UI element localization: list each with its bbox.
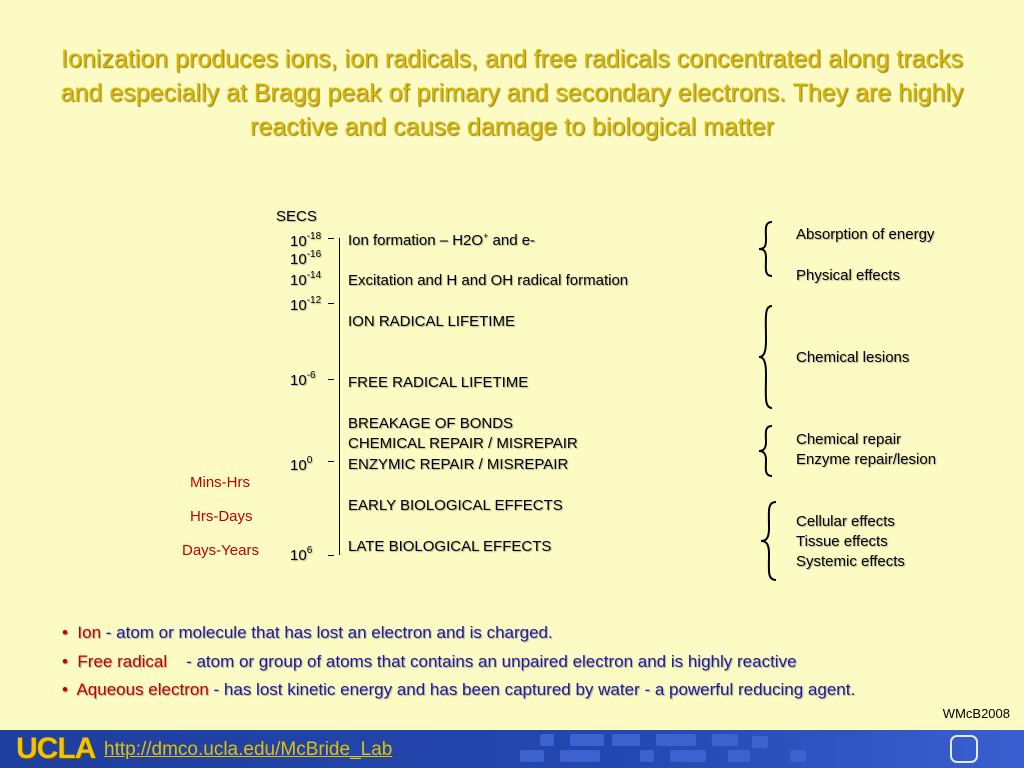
footer-decor-square — [728, 750, 750, 762]
footer-decor-square — [540, 734, 554, 746]
footer-decor-square — [612, 734, 640, 746]
author-signature: WMcB2008 — [942, 706, 1010, 721]
event-enzymic-repair: ENZYMIC REPAIR / MISREPAIR — [348, 456, 569, 473]
definition-aqueous-electron: • Aqueous electron - has lost kinetic energy and has been captured by water - a powerful reducing agent. — [62, 680, 856, 699]
effect-enzyme-repair: Enzyme repair/lesion — [796, 451, 937, 468]
event-early-biological-effects: EARLY BIOLOGICAL EFFECTS — [348, 497, 563, 514]
event-ion-radical-lifetime: ION RADICAL LIFETIME — [348, 313, 515, 330]
footer-decor-square — [640, 750, 654, 762]
time-value-1e-18: $10^{-18}$ — [290, 231, 322, 250]
footer-decor-square — [520, 750, 544, 762]
brace-biological-effects — [758, 500, 780, 582]
duration-mins-hrs: Mins-Hrs — [190, 474, 250, 491]
event-breakage-of-bonds: BREAKAGE OF BONDS — [348, 415, 514, 432]
time-value-1e-12: $10^{-12}$ — [290, 295, 322, 314]
event-chemical-repair: CHEMICAL REPAIR / MISREPAIR — [348, 435, 578, 452]
time-value-1e6: $10^6$ — [290, 545, 313, 564]
effect-physical-effects: Physical effects — [796, 267, 900, 284]
effect-chemical-lesions: Chemical lesions — [796, 349, 910, 366]
rounded-square-icon — [950, 735, 978, 763]
footer-bar — [0, 730, 1024, 768]
effect-chemical-repair: Chemical repair — [796, 431, 902, 448]
event-excitation: Excitation and H and OH radical formation — [348, 272, 629, 289]
brace-chemical-lesions — [756, 304, 776, 410]
footer-decor-square — [790, 750, 806, 762]
duration-hrs-days: Hrs-Days — [190, 508, 253, 525]
time-value-1e0: $10^0$ — [290, 455, 313, 474]
definition-ion: • Ion - atom or molecule that has lost an electron and is charged. — [62, 623, 553, 642]
definition-free-radical: • Free radical - atom or group of atoms that contains an unpaired electron and is highly reactive — [62, 652, 797, 671]
footer-decor-square — [570, 734, 604, 746]
axis-tick — [328, 238, 334, 240]
duration-days-years: Days-Years — [182, 542, 259, 559]
effect-absorption-of-energy: Absorption of energy — [796, 226, 935, 243]
effect-cellular-effects: Cellular effects — [796, 513, 895, 530]
slide-title: Ionization produces ions, ion radicals, and free radicals concentrated along tracks and especially at Bragg peak of primary and secondary electrons. They are highly reactive and cause damage to biological matter — [60, 45, 964, 141]
ucla-logo: UCLA — [16, 732, 96, 765]
time-unit-label: SECS — [276, 208, 317, 225]
event-ion-formation: Ion formation – H2O+ and e- — [348, 231, 536, 249]
brace-physical — [756, 220, 776, 278]
time-value-1e-16: $10^{-16}$ — [290, 249, 322, 268]
footer-decor-square — [670, 750, 706, 762]
effect-tissue-effects: Tissue effects — [796, 533, 888, 550]
footer-decor-square — [656, 734, 696, 746]
effect-systemic-effects: Systemic effects — [796, 553, 905, 570]
timeline-axis — [339, 238, 340, 555]
axis-tick — [328, 461, 334, 463]
event-late-biological-effects: LATE BIOLOGICAL EFFECTS — [348, 538, 552, 555]
axis-tick — [328, 555, 334, 557]
time-value-1e-6: $10^{-6}$ — [290, 370, 316, 389]
brace-repair — [756, 424, 776, 478]
lab-url-link[interactable]: http://dmco.ucla.edu/McBride_Lab — [104, 739, 393, 760]
footer-decor-square — [752, 736, 768, 748]
event-free-radical-lifetime: FREE RADICAL LIFETIME — [348, 374, 529, 391]
axis-tick — [328, 379, 334, 381]
footer-decor-square — [712, 734, 738, 746]
time-value-1e-14: $10^{-14}$ — [290, 270, 322, 289]
footer-decor-square — [560, 750, 600, 762]
axis-tick — [328, 303, 334, 305]
